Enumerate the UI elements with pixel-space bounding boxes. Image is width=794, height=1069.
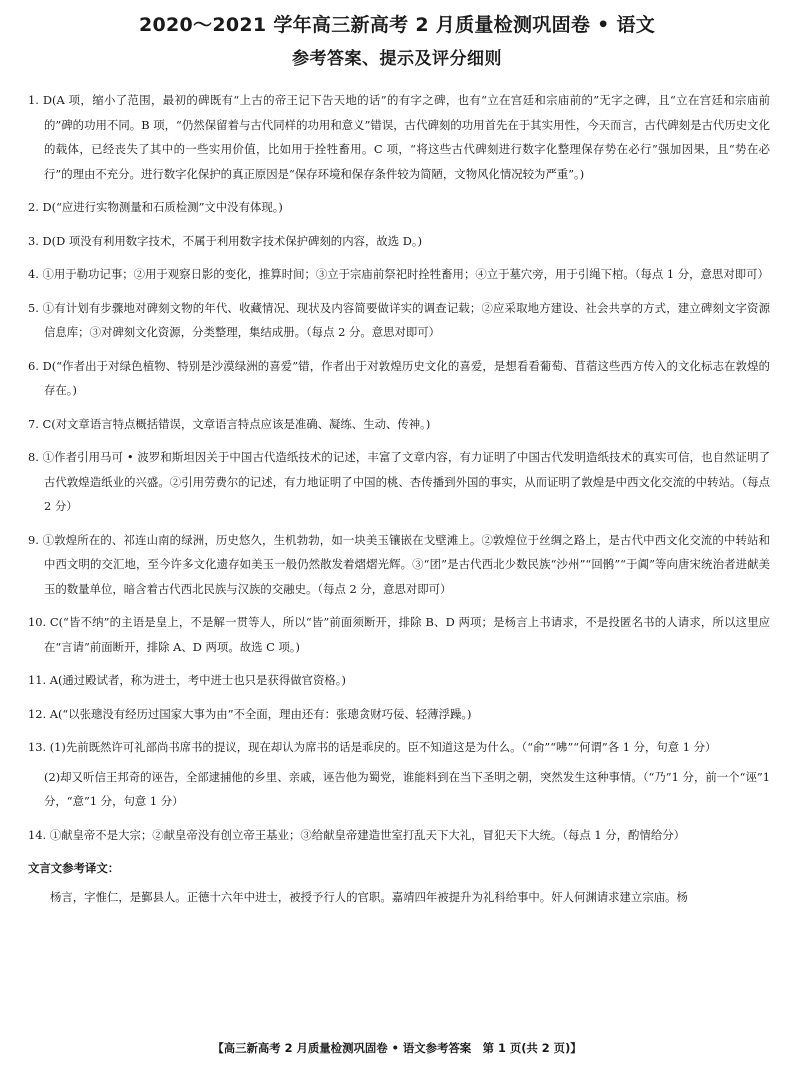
answer-item-10: 10. C(“皆不纳”的主语是皇上，不是解一贯等人，所以“皆”前面须断开，排除 B、D 两项；是杨言上书请求，不是投匿名书的人请求，所以这里应在“言请”前面断开，排除 A、D 两项。故选 C 项。) — [28, 615, 770, 654]
answer-item-13-part-2: (2)却又听信王邦奇的诬告，全部逮捕他的乡里、亲戚，诬告他为蜀党，谁能料到在当下圣明之朝，突然发生这种事情。（“乃”1 分，前一个“诬”1 分，“意”1 分，句意 1 分） — [44, 769, 770, 808]
answer-item-2: 2. D(“应进行实物测量和石质检测”文中没有体现。) — [28, 200, 283, 214]
answer-item-11: 11. A(通过殿试者，称为进士，考中进士也只是获得做官资格。) — [28, 673, 346, 687]
page-footer: 【高三新高考 2 月质量检测巩固卷 • 语文参考答案 第 1 页(共 2 页)】 — [212, 1041, 582, 1055]
answer-item-4: 4. ①用于勒功记事；②用于观察日影的变化，推算时间；③立于宗庙前祭祀时拴牲畜用；④立于墓穴旁，用于引绳下棺。（每点 1 分，意思对即可） — [28, 267, 769, 281]
answer-item-8: 8. ①作者引用马可 • 波罗和斯坦因关于中国古代造纸技术的记述，丰富了文章内容，有力证明了中国古代发明造纸技术的真实可信，也自然证明了古代敦煌造纸业的兴盛。②引用劳费尔的记述，有力地证明了中国的桃、杏传播到外国的事实，从而证明了敦煌是中西文化交流的中转站。（每点 2 分） — [28, 450, 770, 513]
answer-item-12: 12. A(“以张璁没有经历过国家大事为由”不全面，理由还有：张璁贪财巧佞、轻薄浮躁。) — [28, 706, 472, 721]
page-title: 2020～2021 学年高三新高考 2 月质量检测巩固卷 • 语文 — [138, 14, 656, 36]
answer-item-13: 13. (1)先前既然许可礼部尚书席书的提议，现在却认为席书的话是乖戾的。臣不知道这是为什么。（“俞”“咈”“何谓”各 1 分，句意 1 分） — [28, 740, 717, 754]
answer-list — [28, 88, 770, 909]
answer-item-9: 9. ①敦煌所在的、祁连山南的绿洲，历史悠久，生机勃勃，如一块美玉镶嵌在戈壁滩上。②敦煌位于丝绸之路上，是古代中西文化交流的中转站和中西文明的交汇地，至今许多文化遗存如美玉一般仍然散发着熠熠光辉。③“团”是古代西北少数民族“沙州”“回鹘”“于阗”等向唐宋统治者进献美玉的数量单位，暗含着古代西北民族与汉族的交融史。（每点 2 分，意思对即可） — [28, 532, 770, 596]
answer-item-3: 3. D(D 项没有利用数字技术，不属于利用数字技术保护碑刻的内容，故选 D。) — [28, 233, 423, 248]
translation-text: 杨言，字惟仁，是鄞县人。正德十六年中进士，被授予行人的官职。嘉靖四年被提升为礼科给事中。奸人何渊请求建立宗庙。杨 — [50, 889, 688, 904]
answer-item-1: 1. D(A 项，缩小了范围，最初的碑既有“上古的帝王记下告天地的话”的有字之碑，也有“立在宫廷和宗庙前的”无字之碑，且“立在宫廷和宗庙前的”碑的功用不同。B 项，“仍然保留着与古代同样的功用和意义”错误，古代碑刻的功用首先在于其实用性，今天而言，古代碑刻是古代历史文化的载体，已经丧失了其中的一些实用价值，比如用于拴牲畜用。C 项，“将这些古代碑刻进行数字化整理保存势在必行”强加因果，且“势在必行”的理由不充分。进行数字化保护的真正原因是“保存环境和保存条件较为简陋，文物风化情况较为严重”。) — [28, 93, 770, 181]
answer-item-7: 7. C(对文章语言特点概括错误，文章语言特点应该是准确、凝练、生动、传神。) — [28, 416, 431, 431]
answer-item-14: 14. ①献皇帝不是大宗；②献皇帝没有创立帝王基业；③给献皇帝建造世室打乱天下大礼，冒犯天下大统。（每点 1 分，酌情给分） — [28, 827, 686, 842]
answer-item-5: 5. ①有计划有步骤地对碑刻文物的年代、收藏情况、现状及内容简要做详实的调查记载；②应采取地方建设、社会共享的方式，建立碑刻文字资源信息库；③对碑刻文化资源，分类整理，集结成册。（每点 2 分。意思对即可） — [28, 300, 770, 339]
translation-heading: 文言文参考译文： — [28, 861, 120, 875]
page-subtitle: 参考答案、提示及评分细则 — [292, 49, 502, 69]
answer-item-6: 6. D(“作者出于对绿色植物、特别是沙漠绿洲的喜爱”错，作者出于对敦煌历史文化的喜爱，是想看看葡萄、苜蓿这些西方传入的文化标志在敦煌的存在。) — [28, 358, 770, 397]
